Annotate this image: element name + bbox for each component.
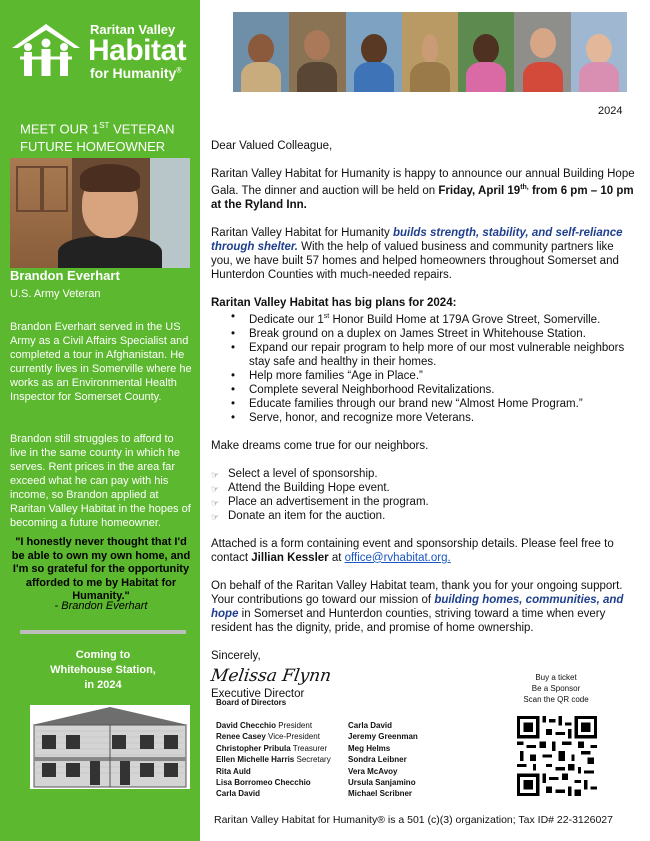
board-member: Carla David bbox=[348, 721, 393, 730]
veteran-bio-1: Brandon Everhart served in the US Army as a Civil Affairs Specialist and completed a tour in Afghanistan. He currently lives in Somerville where he works as an Environmental Health Inspector for Somerset County. bbox=[10, 321, 192, 403]
logo-line-1: Raritan Valley bbox=[90, 22, 176, 37]
veteran-name: Brandon Everhart bbox=[10, 268, 120, 283]
board-heading: Board of Directors bbox=[216, 698, 287, 707]
board-member: Michael Scribner bbox=[348, 789, 413, 799]
divider bbox=[20, 630, 186, 634]
plans-list bbox=[211, 310, 636, 425]
header-photo-strip bbox=[233, 12, 627, 92]
photo-tile bbox=[458, 12, 514, 92]
list-item: • Break ground on a duplex on James Street in Whitehouse Station. bbox=[211, 327, 636, 341]
house-people-icon bbox=[10, 22, 82, 78]
board-member: Rita Auld bbox=[216, 766, 251, 776]
gala-paragraph: Raritan Valley Habitat for Humanity is happy to announce our annual Building Hope Gala. The dinner and auction will be held on Friday, April $19^{th,}$ from 6 pm – 10 pm at the Ryland Inn. bbox=[211, 168, 635, 211]
board-member: Lisa Borromeo Checchio bbox=[216, 778, 311, 788]
veteran-bio-2: Brandon still struggles to afford to live in the same county in which he serves. Rent prices in the area far exceed what he can pay with his income, so Brandon applied at Raritan Valley Habitat in the hopes of becoming a future homeowner. bbox=[10, 433, 191, 529]
photo-tile bbox=[402, 12, 458, 92]
sidebar bbox=[0, 0, 200, 841]
board-member: Vera McAvoy bbox=[348, 766, 398, 776]
board-member: Sondra Leibner bbox=[348, 755, 407, 765]
hand-pointer-icon: ☞ bbox=[211, 469, 220, 480]
plans-heading: Raritan Valley Habitat has big plans for 2024: bbox=[211, 296, 457, 309]
logo-line-2: Habitat bbox=[88, 34, 187, 67]
board-member: Meg Helms bbox=[348, 743, 391, 753]
house-rendering bbox=[30, 705, 190, 789]
board-member: David Checchio President bbox=[216, 721, 313, 730]
dreams-line: Make dreams come true for our neighbors. bbox=[211, 439, 429, 452]
hand-pointer-icon: ☞ bbox=[211, 483, 220, 494]
logo-line-3: for Humanity® bbox=[90, 65, 182, 81]
photo-tile bbox=[346, 12, 402, 92]
list-item: ☞ Donate an item for the auction. bbox=[211, 509, 386, 522]
veteran-rank: U.S. Army Veteran bbox=[10, 288, 101, 300]
list-item: • Educate families through our brand new “Almost Home Program.” bbox=[211, 397, 636, 411]
photo-tile bbox=[571, 12, 627, 92]
photo-tile bbox=[289, 12, 345, 92]
signature: Melissa Flynn bbox=[209, 665, 333, 686]
list-item: • Expand our repair program to help more of our most vulnerable neighbors stay safe and healthy in their homes. bbox=[211, 341, 636, 369]
closing-paragraph: On behalf of the Raritan Valley Habitat team, thank you for your ongoing support. Your contributions go toward our mission of building homes, communities, and hope in Somerset and Hunterdon counties, striving toward a time when every resident has the dignity, pride, and promise of home ownership. bbox=[211, 579, 624, 634]
list-item: • Complete several Neighborhood Revitalizations. bbox=[211, 383, 636, 397]
letter-year: 2024 bbox=[598, 105, 623, 117]
veteran-quote: "I honestly never thought that I'd be able to own my own home, and I'm so grateful for the opportunity afforded to me by Habitat for Humanity." bbox=[11, 536, 191, 602]
list-item: ☞ Select a level of sponsorship. bbox=[211, 467, 378, 480]
board-member: Carla David bbox=[216, 789, 261, 799]
board-member: Ellen Michelle Harris Secretary bbox=[216, 755, 331, 765]
qr-caption: Buy a ticket Be a Sponsor Scan the QR code bbox=[523, 673, 589, 704]
coming-to: Coming to Whitehouse Station, in 2024 bbox=[50, 649, 156, 691]
attached-paragraph: Attached is a form containing event and sponsorship details. Please feel free to contact Jillian Kessler at office@rvhabitat.org. bbox=[211, 537, 614, 564]
list-item: ☞ Place an advertisement in the program. bbox=[211, 495, 429, 508]
list-item: • Dedicate our 1st Honor Build Home at 179A Grove Street, Somerville. bbox=[211, 310, 636, 327]
board-column-2 bbox=[348, 720, 448, 800]
hand-pointer-icon: ☞ bbox=[211, 511, 220, 522]
actions-list bbox=[211, 467, 636, 523]
meet-heading: MEET OUR 1ST VETERAN FUTURE HOMEOWNER bbox=[20, 121, 175, 155]
qr-code-icon[interactable] bbox=[517, 716, 597, 796]
list-item: • Serve, honor, and recognize more Veterans. bbox=[211, 411, 636, 425]
mission-paragraph: Raritan Valley Habitat for Humanity builds strength, stability, and self-reliance through shelter. With the help of valued business and community partners like you, we have built 57 homes and helped homeowners throughout Somerset and Hunterdon Counties with much-needed repairs. bbox=[211, 226, 623, 281]
board-member: Christopher Pribula Treasurer bbox=[216, 743, 328, 753]
veteran-photo bbox=[10, 158, 190, 268]
board-column-1 bbox=[216, 720, 351, 800]
letter-body bbox=[211, 139, 636, 701]
list-item: • Help more families “Age in Place.” bbox=[211, 369, 636, 383]
footer-note: Raritan Valley Habitat for Humanity® is a 501 (c)(3) organization; Tax ID# 22-3126027 bbox=[214, 814, 613, 826]
email-link[interactable]: office@rvhabitat.org. bbox=[344, 551, 451, 564]
sincerely: Sincerely, bbox=[211, 649, 261, 662]
signer-title: Executive Director bbox=[211, 687, 305, 700]
hand-pointer-icon: ☞ bbox=[211, 497, 220, 508]
board-member: Ursula Sanjamino bbox=[348, 778, 416, 788]
board-member: Renee Casey Vice-President bbox=[216, 732, 320, 742]
photo-tile bbox=[233, 12, 289, 92]
photo-tile bbox=[514, 12, 570, 92]
list-item: ☞ Attend the Building Hope event. bbox=[211, 481, 390, 494]
quote-attribution: - Brandon Everhart bbox=[54, 600, 148, 612]
greeting: Dear Valued Colleague, bbox=[211, 140, 333, 152]
board-member: Jeremy Greenman bbox=[348, 732, 418, 742]
habitat-logo bbox=[10, 20, 190, 82]
